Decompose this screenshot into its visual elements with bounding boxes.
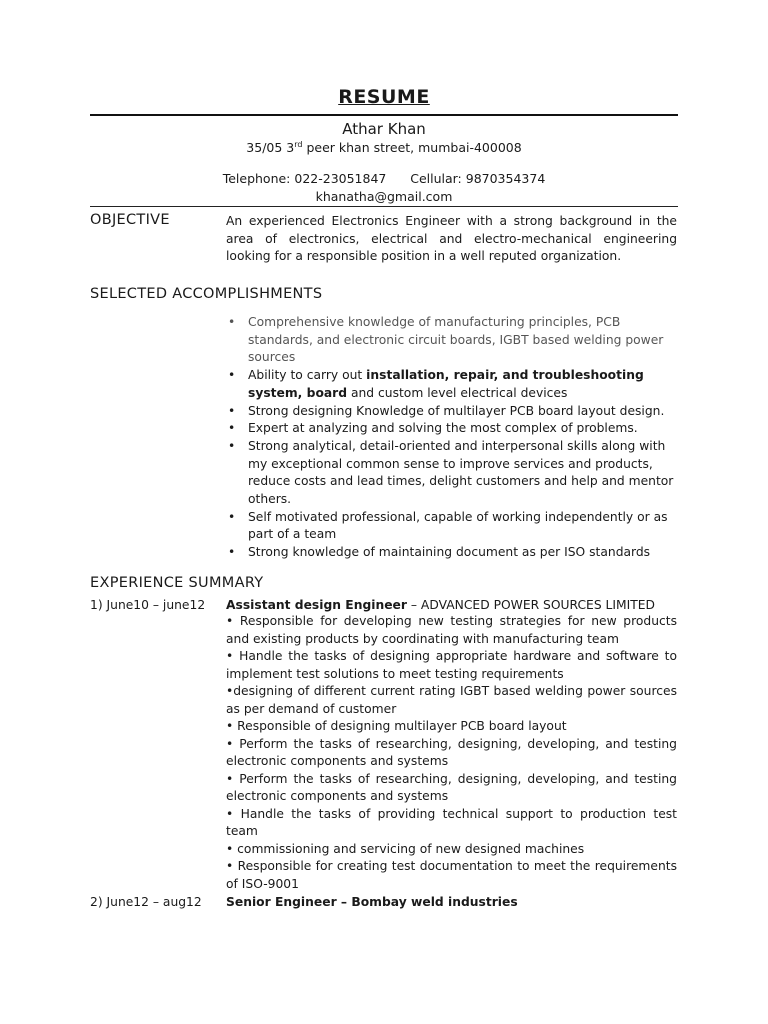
accomplishments-list [226,314,681,562]
list-item: •designing of different current rating IGBT based welding power sources as per demand of customer [226,684,677,716]
address-number: 35/05 3 [246,140,295,155]
item-text: Self motivated professional, capable of working independently or as part of a team [248,509,668,542]
job2-title [226,895,677,909]
contact-divider [90,206,678,207]
bullet-icon: • [228,315,236,329]
job1-responsibilities [226,613,677,893]
item-text: Strong designing Knowledge of multilayer PCB board layout design. [248,403,665,418]
list-item: • Responsible for creating test documentation to meet the requirements of ISO-9001 [226,859,677,891]
item-text: Expert at analyzing and solving the most complex of problems. [248,421,638,436]
bullet-icon: • [228,509,236,524]
list-item [226,314,681,367]
list-item [226,367,681,402]
list-item: • commissioning and servicing of new designed machines [226,841,585,856]
objective-text: An experienced Electronics Engineer with a strong background in the area of electronics, electrical and electro-mechanical engineering looking for a responsible position in a well reputed organization. [226,214,677,263]
job1-role: Assistant design Engineer [226,598,407,612]
item-bold-text: installation, repair, and troubleshooting system, board [248,368,644,400]
bullet-icon: • [228,421,236,436]
item-text: Comprehensive knowledge of manufacturing principles, PCB standards, and electronic circuit boards, IGBT based welding power sources [248,315,664,365]
address [0,140,768,155]
list-item: • Perform the tasks of researching, designing, developing, and testing electronic components and systems [226,771,677,803]
list-item [226,420,681,438]
contact-phones [0,171,768,186]
list-item [226,509,681,544]
item-text: Ability to carry out [248,368,367,383]
job2-role: Senior Engineer – Bombay weld industries [226,895,518,909]
item-text: Strong analytical, detail-oriented and interpersonal skills along with my exceptional common sense to improve services and products, reduce costs and lead times, delight customers and help and mentor others. [248,438,674,507]
address-ordinal: rd [294,139,303,149]
list-item: • Responsible of designing multilayer PCB board layout [226,719,567,733]
item-text: Strong knowledge of maintaining document as per ISO standards [248,545,651,560]
header-divider [90,114,678,116]
list-item: • Handle the tasks of designing appropriate hardware and software to implement test solutions to meet testing requirements [226,649,677,681]
bullet-icon: • [228,368,236,383]
objective-heading: OBJECTIVE [90,212,170,228]
job2-period: 2) June12 – aug12 [90,895,202,909]
accomplishments-heading: SELECTED ACCOMPLISHMENTS [90,286,323,302]
list-item: • Perform the tasks of researching, designing, developing, and testing electronic components and systems [226,736,677,768]
bullet-icon: • [228,545,236,560]
list-item [226,403,681,421]
job1-company: – ADVANCED POWER SOURCES LIMITED [406,598,655,612]
telephone: Telephone: 022-23051847 [222,171,387,186]
list-item [226,544,681,562]
list-item: • Handle the tasks of providing technical support to production test team [226,806,677,838]
bullet-icon: • [228,403,236,418]
cellular: Cellular: 9870354374 [410,171,546,186]
experience-heading: EXPERIENCE SUMMARY [90,575,264,591]
bullet-icon: • [228,438,236,453]
job1-title [226,598,677,612]
list-item [226,438,681,509]
resume-title: RESUME [338,86,430,108]
candidate-name: Athar Khan [342,120,426,138]
email: khanatha@gmail.com [315,189,453,204]
job1-period: 1) June10 – june12 [90,598,206,612]
list-item: • Responsible for developing new testing strategies for new products and existing products by coordinating with manufacturing team [226,614,677,646]
item-text-end: and custom level electrical devices [347,385,568,400]
address-street: peer khan street, mumbai-400008 [302,140,522,155]
